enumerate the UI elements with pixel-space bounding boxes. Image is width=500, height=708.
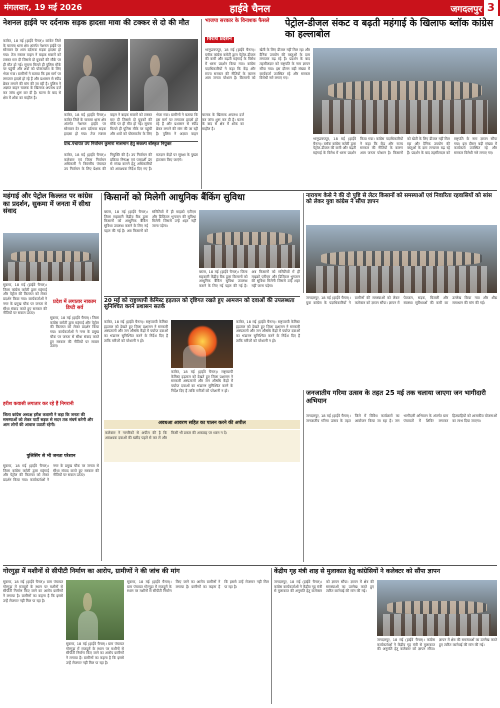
story-7-photo (171, 320, 233, 368)
story-1-photo-right (130, 39, 198, 111)
story-6-headline[interactable]: नारायण केसे ने की दो पुष्टि से लेटर किसानों को समस्याओं एवं निवारिता रहवासियों को सांस को लेकर युवा कांग्रेस ने सौंपा ज्ञापन (306, 193, 492, 206)
story-4-body-end: सुकमा, 18 मई (हाईवे चैनल)। जिला कांग्रेस कमेटी द्वारा महंगाई और पेट्रोल की किल्लत को लेकर प्रदर्शन किया गया। कार्यकर्ताओं ने नगर के प्रमुख चौक पर जनता से सीधा संवाद करते हुए सरकार की नीतियों पर सवाल उठाए। (3, 464, 99, 483)
story-7-headline[interactable]: 20 मई को राष्ट्रव्यापी केमिस्ट हड़ताल को दृष्टिगत रखते हुए आमजन को दवाओं की उपलब्धता सुनिश्चित करने प्रशासन सतर्क (104, 298, 295, 311)
story-2-tag-line: भाजपा सरकार के विनाशक फैसले (205, 18, 270, 24)
story-5-body: बस्तर, 18 मई (हाईवे चैनल)। जिला सहकारी केंद्रीय बैंक द्वारा किसानों को आधुनिक बैंकिंग सुविधा उपलब्ध कराने के लिए नई पहल की गई है। अब किसानों को समितियों में ही माइक्रो एटीएम और डिजिटल भुगतान की सुविधा मिलेगी जिससे उन्हें शहर नहीं जाना पड़ेगा। (104, 210, 196, 233)
story-4-headline-wrap (3, 193, 99, 231)
story-4-highlight-title: हरीश कवासी लगातार कर रहे हैं निगरानी (3, 402, 74, 407)
story-4-body-cont: सुकमा, 18 मई (हाईवे चैनल)। जिला कांग्रेस कमेटी द्वारा महंगाई और पेट्रोल की किल्लत को लेकर प्रदर्शन किया गया। कार्यकर्ताओं ने नगर के प्रमुख चौक पर जनता से सीधा संवाद करते हुए सरकार की नीतियों पर सवाल उठाए। (50, 316, 99, 349)
edition-city: जगदलपुर (450, 5, 482, 15)
story-6-body: जगदलपुर, 18 मई (हाईवे चैनल)। युवा कांग्रेस के पदाधिकारियों ने ग्रामीणों की समस्याओं को लेकर कलेक्टर को ज्ञापन सौंपा। ज्ञापन में पेयजल, सड़क, बिजली और स्वास्थ्य सुविधाओं की कमी का उल्लेख किया गया और शीघ्र समाधान की मांग की गई। (306, 296, 497, 305)
story-5-photo (199, 210, 300, 268)
story-4-headline[interactable]: महंगाई और पेट्रोल किल्लत पर कांग्रेस का प्रदर्शन, सुकमा में जनता में सीधा संवाद (3, 192, 93, 216)
story-5-headline[interactable]: किसानों को मिलेगी आधुनिक बैंकिंग सुविधा (104, 193, 245, 203)
column-divider (201, 19, 202, 189)
story-4-subhead2: पुलिसिंग से भी जनता परेशान (26, 454, 76, 459)
story-5-headline-wrap (104, 193, 300, 207)
story-9-body: सुकमा, 18 मई (हाईवे चैनल)। ग्राम पंचायत गोरगुड़ा में मजदूरों के स्थान पर मशीनों से सीपीटी निर्माण किए जाने का आरोप ग्रामीणों ने लगाया है। ग्रामीणों का कहना है कि इससे उन्हें रोजगार नहीं मिल पा रहा है। (3, 580, 63, 603)
story-1-body: कांकेर, 18 मई (हाईवे चैनल)। कांकेर जिले के चारामा थाना क्षेत्र अंतर्गत नेशनल हाईवे पर सोमवार देर शाम दर्दनाक सड़क हादसा हो गया। तेज रफ्तार वाहन ने बाइक सवारों को टक्कर मार दी जिससे दो युवकों की मौके पर ही मौत हो गई। सूचना मिलते ही पुलिस मौके पर पहुंची और शवों को पोस्टमार्टम के लिए भेजा गया। ग्रामीणों ने बताया कि इस मार्ग पर लगातार हादसे हो रहे हैं और प्रशासन से स्पीड ब्रेकर लगाने की मांग की जा रही है। पुलिस ने अज्ञात वाहन चालक के खिलाफ अपराध दर्ज कर जांच शुरू कर दी है। घटना के बाद से क्षेत्र में शोक का माहौल है। (3, 39, 62, 100)
divider (3, 565, 497, 566)
story-3-body: कांकेर, 18 मई (हाईवे चैनल)। कलेक्टर एवं जिला निर्वाचन अधिकारी ने त्रिस्तरीय पंचायत उप निर्वाचन के लिए प्रेक्षक की नियुक्ति की है। उप निर्वाचन की प्रक्रिया निष्पक्ष एवं पारदर्शी ढंग से संपन्न कराने हेतु अधिकारियों को आवश्यक निर्देश दिए गए हैं। मतदान केंद्रों पर सुरक्षा के पुख्ता इंतजाम किए जाएंगे। (64, 153, 198, 172)
story-7-body-cont: कांकेर, 18 मई (हाईवे चैनल)। राष्ट्रव्यापी केमिस्ट हड़ताल को देखते हुए जिला प्रशासन ने सरकारी अस्पतालों और जन औषधि केंद्रों में पर्याप्त दवाओं का भंडारण सुनिश्चित करने के निर्देश दिए हैं ताकि मरीजों को परेशानी न हो। (236, 320, 300, 343)
story-9-headline-wrap (3, 568, 269, 578)
story-1-captions: कांकेर, 18 मई (हाईवे चैनल)। कांकेर जिले के चारामा थाना क्षेत्र अंतर्गत नेशनल हाईवे पर सोमवार देर शाम दर्दनाक सड़क हादसा हो गया। तेज रफ्तार वाहन ने बाइक सवारों को टक्कर मार दी जिससे दो युवकों की मौके पर ही मौत हो गई। सूचना मिलते ही पुलिस मौके पर पहुंची और शवों को पोस्टमार्टम के लिए भेजा गया। ग्रामीणों ने बताया कि इस मार्ग पर लगातार हादसे हो रहे हैं और प्रशासन से स्पीड ब्रेकर लगाने की मांग की जा रही है। पुलिस ने अज्ञात वाहन चालक के खिलाफ अपराध दर्ज कर जांच शुरू कर दी है। घटना के बाद से क्षेत्र में शोक का माहौल है। (64, 113, 244, 136)
story-7-body: कांकेर, 18 मई (हाईवे चैनल)। राष्ट्रव्यापी केमिस्ट हड़ताल को देखते हुए जिला प्रशासन ने सरकारी अस्पतालों और जन औषधि केंद्रों में पर्याप्त दवाओं का भंडारण सुनिश्चित करने के निर्देश दिए हैं ताकि मरीजों को परेशानी न हो। (104, 320, 168, 343)
story-2-body-cont: भानुप्रतापपुर, 18 मई (हाईवे चैनल)। ब्लॉक कांग्रेस कमेटी द्वारा पेट्रोल-डीजल की कमी और बढ़ती महंगाई के विरोध में धरना प्रदर्शन किया गया। कांग्रेस पदाधिकारियों ने कहा कि केंद्र और राज्य सरकार की नीतियों के कारण आम जनता परेशान है। किसानों को खेती के लिए डीजल नहीं मिल रहा और दैनिक उपयोग की वस्तुओं के दाम लगातार बढ़ रहे हैं। प्रदर्शन के बाद तहसीलदार को राष्ट्रपति के नाम ज्ञापन सौंपा गया। इस दौरान बड़ी संख्या में कार्यकर्ता उपस्थित रहे और सरकार विरोधी नारे लगाए गए। (313, 137, 497, 156)
story-9-headline[interactable]: गोरगुड़ा में मशीनों से सीपीटी निर्माण का आरोप, ग्रामीणों ने की जांच की मांग (3, 567, 180, 575)
story-7-headline-wrap (104, 298, 300, 318)
story-7-box-title-wrap (104, 420, 300, 429)
divider (3, 190, 497, 191)
column-divider (303, 390, 304, 562)
column-divider (271, 568, 272, 704)
story-7-box-title: अवधआ आवरण सहित का पालन करने की अपील (158, 421, 246, 426)
story-1-headline-wrap (3, 19, 199, 37)
story-2-tag-badge: विरोध प्रदर्शन (207, 35, 232, 42)
story-10-photo (377, 580, 497, 636)
page-header-band (0, 0, 500, 16)
story-8-headline[interactable]: जनजातीय गरिमा उत्सव के तहत 25 मई तक चलाया जाएगा जन भागीदारी अभियान (306, 389, 486, 405)
story-9-body-end: सुकमा, 18 मई (हाईवे चैनल)। ग्राम पंचायत गोरगुड़ा में मजदूरों के स्थान पर मशीनों से सीपीटी निर्माण किए जाने का आरोप ग्रामीणों ने लगाया है। ग्रामीणों का कहना है कि इससे उन्हें रोजगार नहीं मिल पा रहा है। (127, 580, 269, 594)
page-number: 3 (484, 0, 498, 16)
masthead-brand: हाईवे चैनल (229, 4, 271, 15)
issue-date: मंगलवार, 19 मई 2026 (4, 3, 83, 12)
story-7-box-body: कलेक्टर ने नागरिकों से अपील की है कि आवश्यक दवाओं की खरीद पहले से कर लें और किसी भी प्रकार की अफवाह पर ध्यान न दें। (104, 430, 300, 462)
story-10-body-cont: जगदलपुर, 18 मई (हाईवे चैनल)। कांग्रेस कार्यकर्ताओं ने केंद्रीय गृह मंत्री से मुलाकात की अनुमति हेतु कलेक्टर को ज्ञापन सौंपा। ज्ञापन में क्षेत्र की समस्याओं का उल्लेख करते हुए त्वरित कार्रवाई की मांग की गई। (377, 638, 497, 652)
story-8-headline-wrap (306, 390, 497, 412)
story-8-body: जगदलपुर, 18 मई (हाईवे चैनल)। जनजातीय गरिमा उत्सव के तहत जिले में विविध कार्यक्रमों का आयोजन किया जा रहा है। जन भागीदारी अभियान के अंतर्गत ग्राम पंचायतों में शिविर लगाकर हितग्राहियों को शासकीय योजनाओं का लाभ दिया जाएगा। (306, 414, 497, 423)
story-1-headline[interactable]: नेशनल हाईवे पर दर्दनाक सड़क हादसा मावा की टक्कर से दो की मौत (3, 18, 190, 27)
story-4-body: सुकमा, 18 मई (हाईवे चैनल)। जिला कांग्रेस कमेटी द्वारा महंगाई और पेट्रोल की किल्लत को लेकर प्रदर्शन किया गया। कार्यकर्ताओं ने नगर के प्रमुख चौक पर जनता से सीधा संवाद करते हुए सरकार की नीतियों पर सवाल उठाए। (3, 283, 47, 316)
story-6-photo (306, 225, 497, 293)
story-9-body-cont: सुकमा, 18 मई (हाईवे चैनल)। ग्राम पंचायत गोरगुड़ा में मजदूरों के स्थान पर मशीनों से सीपीटी निर्माण किए जाने का आरोप ग्रामीणों ने लगाया है। ग्रामीणों का कहना है कि इससे उन्हें रोजगार नहीं मिल पा रहा है। (66, 642, 124, 665)
story-7-body-mid: कांकेर, 18 मई (हाईवे चैनल)। राष्ट्रव्यापी केमिस्ट हड़ताल को देखते हुए जिला प्रशासन ने सरकारी अस्पतालों और जन औषधि केंद्रों में पर्याप्त दवाओं का भंडारण सुनिश्चित करने के निर्देश दिए हैं ताकि मरीजों को परेशानी न हो। (171, 370, 233, 393)
story-4-highlight-body: जिला कांग्रेस अध्यक्ष हरीश कवासी ने कहा कि जनता की समस्याओं को लेकर पार्टी सड़क से सदन तक संघर्ष करेगी और आम लोगों की आवाज उठाती रहेगी। (3, 412, 94, 428)
story-2-photo (313, 48, 497, 134)
story-2-tag (205, 19, 285, 45)
story-4-subhead2-wrap (3, 454, 99, 463)
story-2-headline[interactable]: पेट्रोल-डीजल संकट व बढ़ती महंगाई के खिलाफ ब्लॉक कांग्रेस का हल्लाबोल (285, 18, 494, 40)
story-1-photo-left (64, 39, 128, 111)
story-3-headline[interactable]: प्राथ.पंचायत उप निर्वाचन कुमारा माशमान हेतु संकल्प बाँस्कृत नियुक्त (64, 142, 172, 147)
story-6-headline-wrap (306, 193, 497, 223)
story-3-headline-wrap (64, 143, 198, 151)
column-divider (101, 193, 102, 561)
story-4-photo (3, 233, 99, 281)
story-10-headline-wrap (274, 568, 497, 578)
story-2-headline-wrap (285, 19, 497, 45)
column-divider (303, 193, 304, 293)
story-4-subhead-wrap (50, 300, 99, 314)
story-4-subhead: प्रदेश में लगातार नाकाम डिप्टी सर्व (53, 299, 96, 311)
story-5-body-cont: बस्तर, 18 मई (हाईवे चैनल)। जिला सहकारी केंद्रीय बैंक द्वारा किसानों को आधुनिक बैंकिंग सुविधा उपलब्ध कराने के लिए नई पहल की गई है। अब किसानों को समितियों में ही माइक्रो एटीएम और डिजिटल भुगतान की सुविधा मिलेगी जिससे उन्हें शहर नहीं जाना पड़ेगा। (199, 270, 300, 289)
story-10-body: जगदलपुर, 18 मई (हाईवे चैनल)। कांग्रेस कार्यकर्ताओं ने केंद्रीय गृह मंत्री से मुलाकात की अनुमति हेतु कलेक्टर को ज्ञापन सौंपा। ज्ञापन में क्षेत्र की समस्याओं का उल्लेख करते हुए त्वरित कार्रवाई की मांग की गई। (274, 580, 374, 594)
story-2-body: भानुप्रतापपुर, 18 मई (हाईवे चैनल)। ब्लॉक कांग्रेस कमेटी द्वारा पेट्रोल-डीजल की कमी और बढ़ती महंगाई के विरोध में धरना प्रदर्शन किया गया। कांग्रेस पदाधिकारियों ने कहा कि केंद्र और राज्य सरकार की नीतियों के कारण आम जनता परेशान है। किसानों को खेती के लिए डीजल नहीं मिल रहा और दैनिक उपयोग की वस्तुओं के दाम लगातार बढ़ रहे हैं। प्रदर्शन के बाद तहसीलदार को राष्ट्रपति के नाम ज्ञापन सौंपा गया। इस दौरान बड़ी संख्या में कार्यकर्ता उपस्थित रहे और सरकार विरोधी नारे लगाए गए। (205, 48, 310, 81)
divider (104, 296, 300, 297)
story-9-photo (66, 580, 124, 640)
story-10-headline[interactable]: केंद्रीय गृह मंत्री शाह से मुलाकात हेतु कांग्रेसियों ने कलेक्टर को सौंपा ज्ञापन (274, 568, 441, 575)
story-4-highlight-title-wrap (3, 402, 99, 412)
